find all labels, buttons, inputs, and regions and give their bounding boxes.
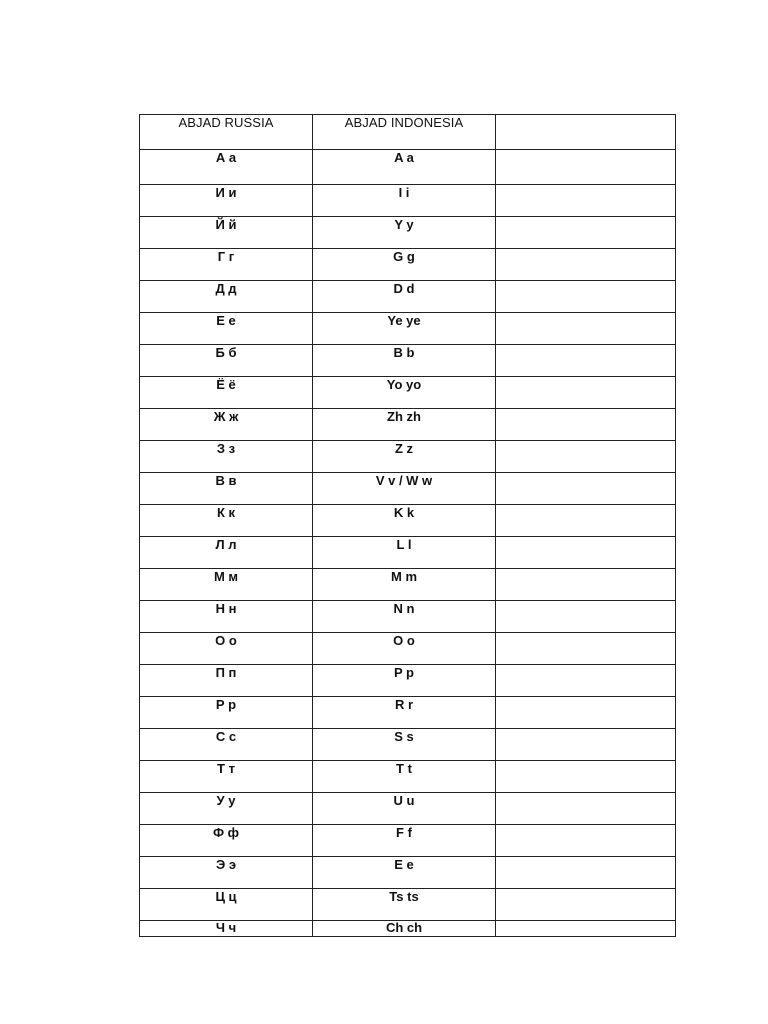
empty-cell	[496, 281, 676, 313]
indonesian-letter-cell: L l	[313, 537, 496, 569]
indonesian-letter-cell: Zh zh	[313, 409, 496, 441]
russian-letter-cell: Б б	[140, 345, 313, 377]
table-row	[140, 281, 676, 313]
russian-letter-cell: Й й	[140, 217, 313, 249]
russian-letter-cell: Д д	[140, 281, 313, 313]
empty-cell	[496, 601, 676, 633]
empty-cell	[496, 537, 676, 569]
indonesian-letter-cell: R r	[313, 697, 496, 729]
empty-cell	[496, 889, 676, 921]
alphabet-table	[139, 114, 676, 937]
table-row	[140, 697, 676, 729]
russian-letter-cell: Ч ч	[140, 921, 313, 937]
table-row	[140, 313, 676, 345]
empty-cell	[496, 921, 676, 937]
indonesian-letter-cell: I i	[313, 185, 496, 217]
russian-letter-cell: У у	[140, 793, 313, 825]
header-empty	[496, 115, 676, 150]
empty-cell	[496, 150, 676, 185]
indonesian-letter-cell: Ch ch	[313, 921, 496, 937]
empty-cell	[496, 857, 676, 889]
indonesian-letter-cell: Yo yo	[313, 377, 496, 409]
table-row	[140, 473, 676, 505]
table-row	[140, 665, 676, 697]
russian-letter-cell: П п	[140, 665, 313, 697]
russian-letter-cell: В в	[140, 473, 313, 505]
table-row	[140, 825, 676, 857]
table-row	[140, 185, 676, 217]
empty-cell	[496, 409, 676, 441]
empty-cell	[496, 697, 676, 729]
empty-cell	[496, 377, 676, 409]
indonesian-letter-cell: K k	[313, 505, 496, 537]
table-row	[140, 857, 676, 889]
russian-letter-cell: И и	[140, 185, 313, 217]
indonesian-letter-cell: A a	[313, 150, 496, 185]
table-row	[140, 345, 676, 377]
russian-letter-cell: Ё ё	[140, 377, 313, 409]
table-row	[140, 729, 676, 761]
table-row	[140, 761, 676, 793]
russian-letter-cell: Т т	[140, 761, 313, 793]
empty-cell	[496, 569, 676, 601]
russian-letter-cell: О о	[140, 633, 313, 665]
header-row	[140, 115, 676, 150]
table-row	[140, 793, 676, 825]
table-row	[140, 441, 676, 473]
empty-cell	[496, 633, 676, 665]
indonesian-letter-cell: G g	[313, 249, 496, 281]
empty-cell	[496, 729, 676, 761]
indonesian-letter-cell: S s	[313, 729, 496, 761]
table-row	[140, 921, 676, 937]
russian-letter-cell: Е е	[140, 313, 313, 345]
table-row	[140, 377, 676, 409]
indonesian-letter-cell: T t	[313, 761, 496, 793]
indonesian-letter-cell: O o	[313, 633, 496, 665]
russian-letter-cell: Ф ф	[140, 825, 313, 857]
empty-cell	[496, 441, 676, 473]
table-row	[140, 249, 676, 281]
indonesian-letter-cell: D d	[313, 281, 496, 313]
russian-letter-cell: Ж ж	[140, 409, 313, 441]
russian-letter-cell: А а	[140, 150, 313, 185]
russian-letter-cell: Ц ц	[140, 889, 313, 921]
indonesian-letter-cell: B b	[313, 345, 496, 377]
table-row	[140, 217, 676, 249]
russian-letter-cell: С с	[140, 729, 313, 761]
empty-cell	[496, 825, 676, 857]
indonesian-letter-cell: Ts ts	[313, 889, 496, 921]
empty-cell	[496, 793, 676, 825]
table-row	[140, 601, 676, 633]
table-row	[140, 889, 676, 921]
indonesian-letter-cell: V v / W w	[313, 473, 496, 505]
russian-letter-cell: Г г	[140, 249, 313, 281]
empty-cell	[496, 761, 676, 793]
indonesian-letter-cell: F f	[313, 825, 496, 857]
empty-cell	[496, 345, 676, 377]
indonesian-letter-cell: U u	[313, 793, 496, 825]
russian-letter-cell: Р р	[140, 697, 313, 729]
table-row	[140, 150, 676, 185]
empty-cell	[496, 473, 676, 505]
empty-cell	[496, 249, 676, 281]
indonesian-letter-cell: Z z	[313, 441, 496, 473]
table-row	[140, 537, 676, 569]
russian-letter-cell: Н н	[140, 601, 313, 633]
russian-letter-cell: М м	[140, 569, 313, 601]
indonesian-letter-cell: P p	[313, 665, 496, 697]
indonesian-letter-cell: M m	[313, 569, 496, 601]
header-indonesian: ABJAD INDONESIA	[313, 115, 496, 150]
header-russian: ABJAD RUSSIA	[140, 115, 313, 150]
empty-cell	[496, 217, 676, 249]
russian-letter-cell: Э э	[140, 857, 313, 889]
table-row	[140, 569, 676, 601]
russian-letter-cell: Л л	[140, 537, 313, 569]
empty-cell	[496, 313, 676, 345]
indonesian-letter-cell: N n	[313, 601, 496, 633]
table-row	[140, 633, 676, 665]
empty-cell	[496, 505, 676, 537]
empty-cell	[496, 665, 676, 697]
empty-cell	[496, 185, 676, 217]
indonesian-letter-cell: Ye ye	[313, 313, 496, 345]
indonesian-letter-cell: Y y	[313, 217, 496, 249]
table-row	[140, 409, 676, 441]
table-row	[140, 505, 676, 537]
russian-letter-cell: К к	[140, 505, 313, 537]
indonesian-letter-cell: E e	[313, 857, 496, 889]
russian-letter-cell: З з	[140, 441, 313, 473]
